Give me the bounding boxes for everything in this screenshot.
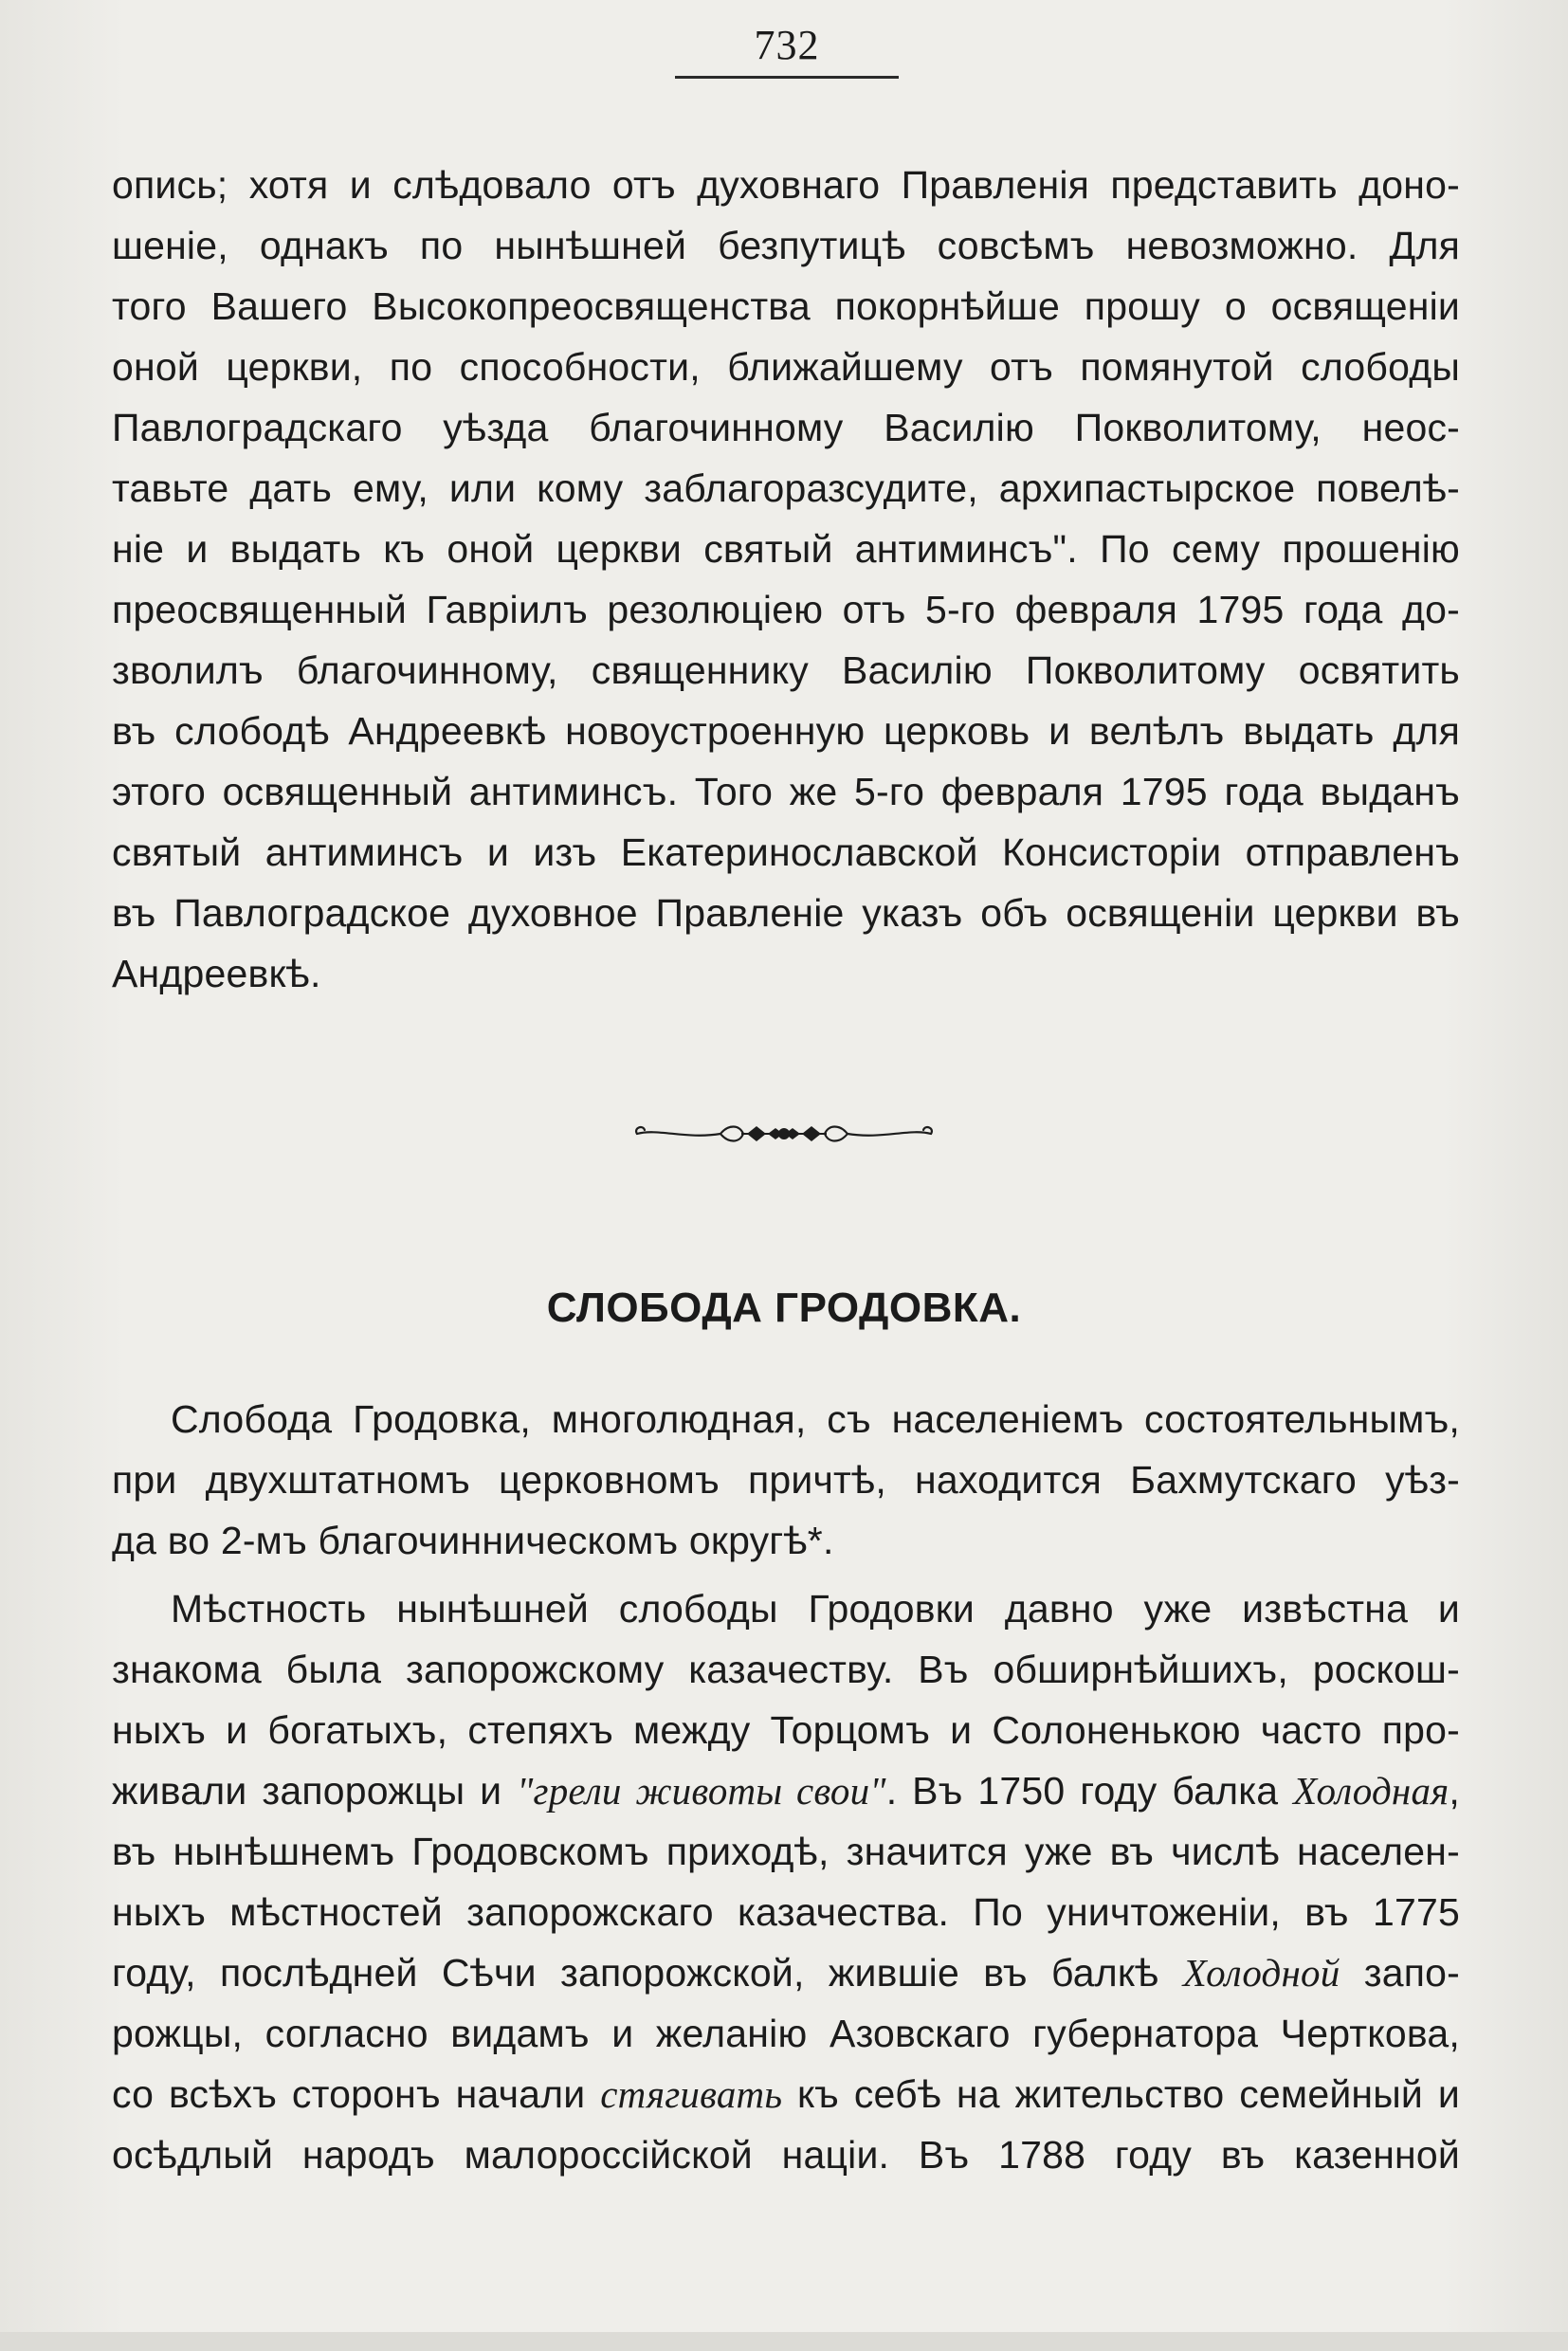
page-number-rule	[675, 76, 899, 79]
text-run: къ себѣ на жительство семейный и	[782, 2072, 1460, 2116]
italic-word: стягивать	[600, 2072, 783, 2116]
text-line: того Вашего Высокопреосвященства покорнѣйше прошу о освященіи	[112, 284, 1460, 328]
text-line: Андреевкѣ.	[112, 952, 321, 995]
text-line: ніе и выдать къ оной церкви святый антиминсъ". По сему прошенію	[112, 527, 1460, 571]
ornament-divider-icon	[629, 1111, 939, 1157]
italic-place-name: Холодной	[1182, 1951, 1340, 1995]
text-line: зволилъ благочинному, священнику Василію Покволитому освятить	[112, 648, 1460, 692]
text-line: преосвященный Гавріилъ резолюціею отъ 5-го февраля 1795 года до-	[112, 588, 1460, 631]
text-line: знакома была запорожскому казачеству. Въ обширнѣйшихъ, роскош-	[112, 1648, 1460, 1691]
page-edge-shadow	[0, 2332, 1568, 2351]
section-heading: СЛОБОДА ГРОДОВКА.	[546, 1285, 1022, 1331]
text-line: шеніе, однакъ по нынѣшней безпутицѣ совсѣмъ невозможно. Для	[112, 224, 1460, 267]
text-line: да во 2-мъ благочинническомъ округѣ*.	[112, 1519, 834, 1562]
text-line: въ слободѣ Андреевкѣ новоустроенную церковь и велѣлъ выдать для	[112, 709, 1460, 753]
text-line: ныхъ и богатыхъ, степяхъ между Торцомъ и Солоненькою часто про-	[112, 1708, 1460, 1752]
text-line	[112, 2064, 1460, 2124]
text-run: ,	[1449, 1769, 1460, 1813]
text-run: живали запорожцы и	[112, 1769, 518, 1813]
text-line: осѣдлый народъ малороссійской націи. Въ 1788 году въ казенной	[112, 2133, 1460, 2177]
page-number: 732	[754, 22, 820, 68]
text-line: оной церкви, по способности, ближайшему отъ помянутой слободы	[112, 345, 1460, 389]
text-line: святый антиминсъ и изъ Екатеринославской Консисторіи отправленъ	[112, 830, 1460, 874]
text-line	[112, 1942, 1460, 2003]
text-run: со всѣхъ сторонъ начали	[112, 2072, 601, 2116]
text-line: въ Павлоградское духовное Правленіе указъ объ освященіи церкви въ	[112, 891, 1460, 935]
text-run: запо-	[1340, 1951, 1460, 1995]
paragraph-grodovka-intro	[112, 1389, 1460, 1571]
text-line	[112, 1760, 1460, 1821]
italic-quote: "грели животы свои"	[517, 1769, 886, 1813]
text-line: Мѣстность нынѣшней слободы Гродовки давно уже извѣстна и	[171, 1587, 1460, 1631]
text-line: этого освященный антиминсъ. Того же 5-го февраля 1795 года выданъ	[112, 770, 1460, 813]
text-line: рожцы, согласно видамъ и желанію Азовскаго губернатора Черткова,	[112, 2012, 1460, 2055]
text-line: опись; хотя и слѣдовало отъ духовнаго Правленія представить доно-	[112, 163, 1460, 207]
text-run: году, послѣдней Сѣчи запорожской, жившіе въ балкѣ	[112, 1951, 1183, 1995]
text-line: ныхъ мѣстностей запорожскаго казачества. По уничтоженіи, въ 1775	[112, 1890, 1460, 1934]
paragraph-grodovka-history	[112, 1578, 1460, 2185]
text-run: . Въ 1750 году балка	[885, 1769, 1294, 1813]
text-line: Слобода Гродовка, многолюдная, съ населеніемъ состоятельнымъ,	[171, 1397, 1460, 1441]
paragraph-andreevka-continuation	[112, 155, 1460, 1004]
text-line: Павлоградскаго уѣзда благочинному Василію Покволитому, неос-	[112, 406, 1460, 449]
text-line: въ нынѣшнемъ Гродовскомъ приходѣ, значится уже въ числѣ населен-	[112, 1830, 1460, 1873]
text-line: при двухштатномъ церковномъ причтѣ, находится Бахмутскаго уѣз-	[112, 1458, 1460, 1502]
text-line: тавьте дать ему, или кому заблагоразсудите, архипастырское повелѣ-	[112, 466, 1460, 510]
italic-place-name: Холодная	[1293, 1769, 1449, 1813]
